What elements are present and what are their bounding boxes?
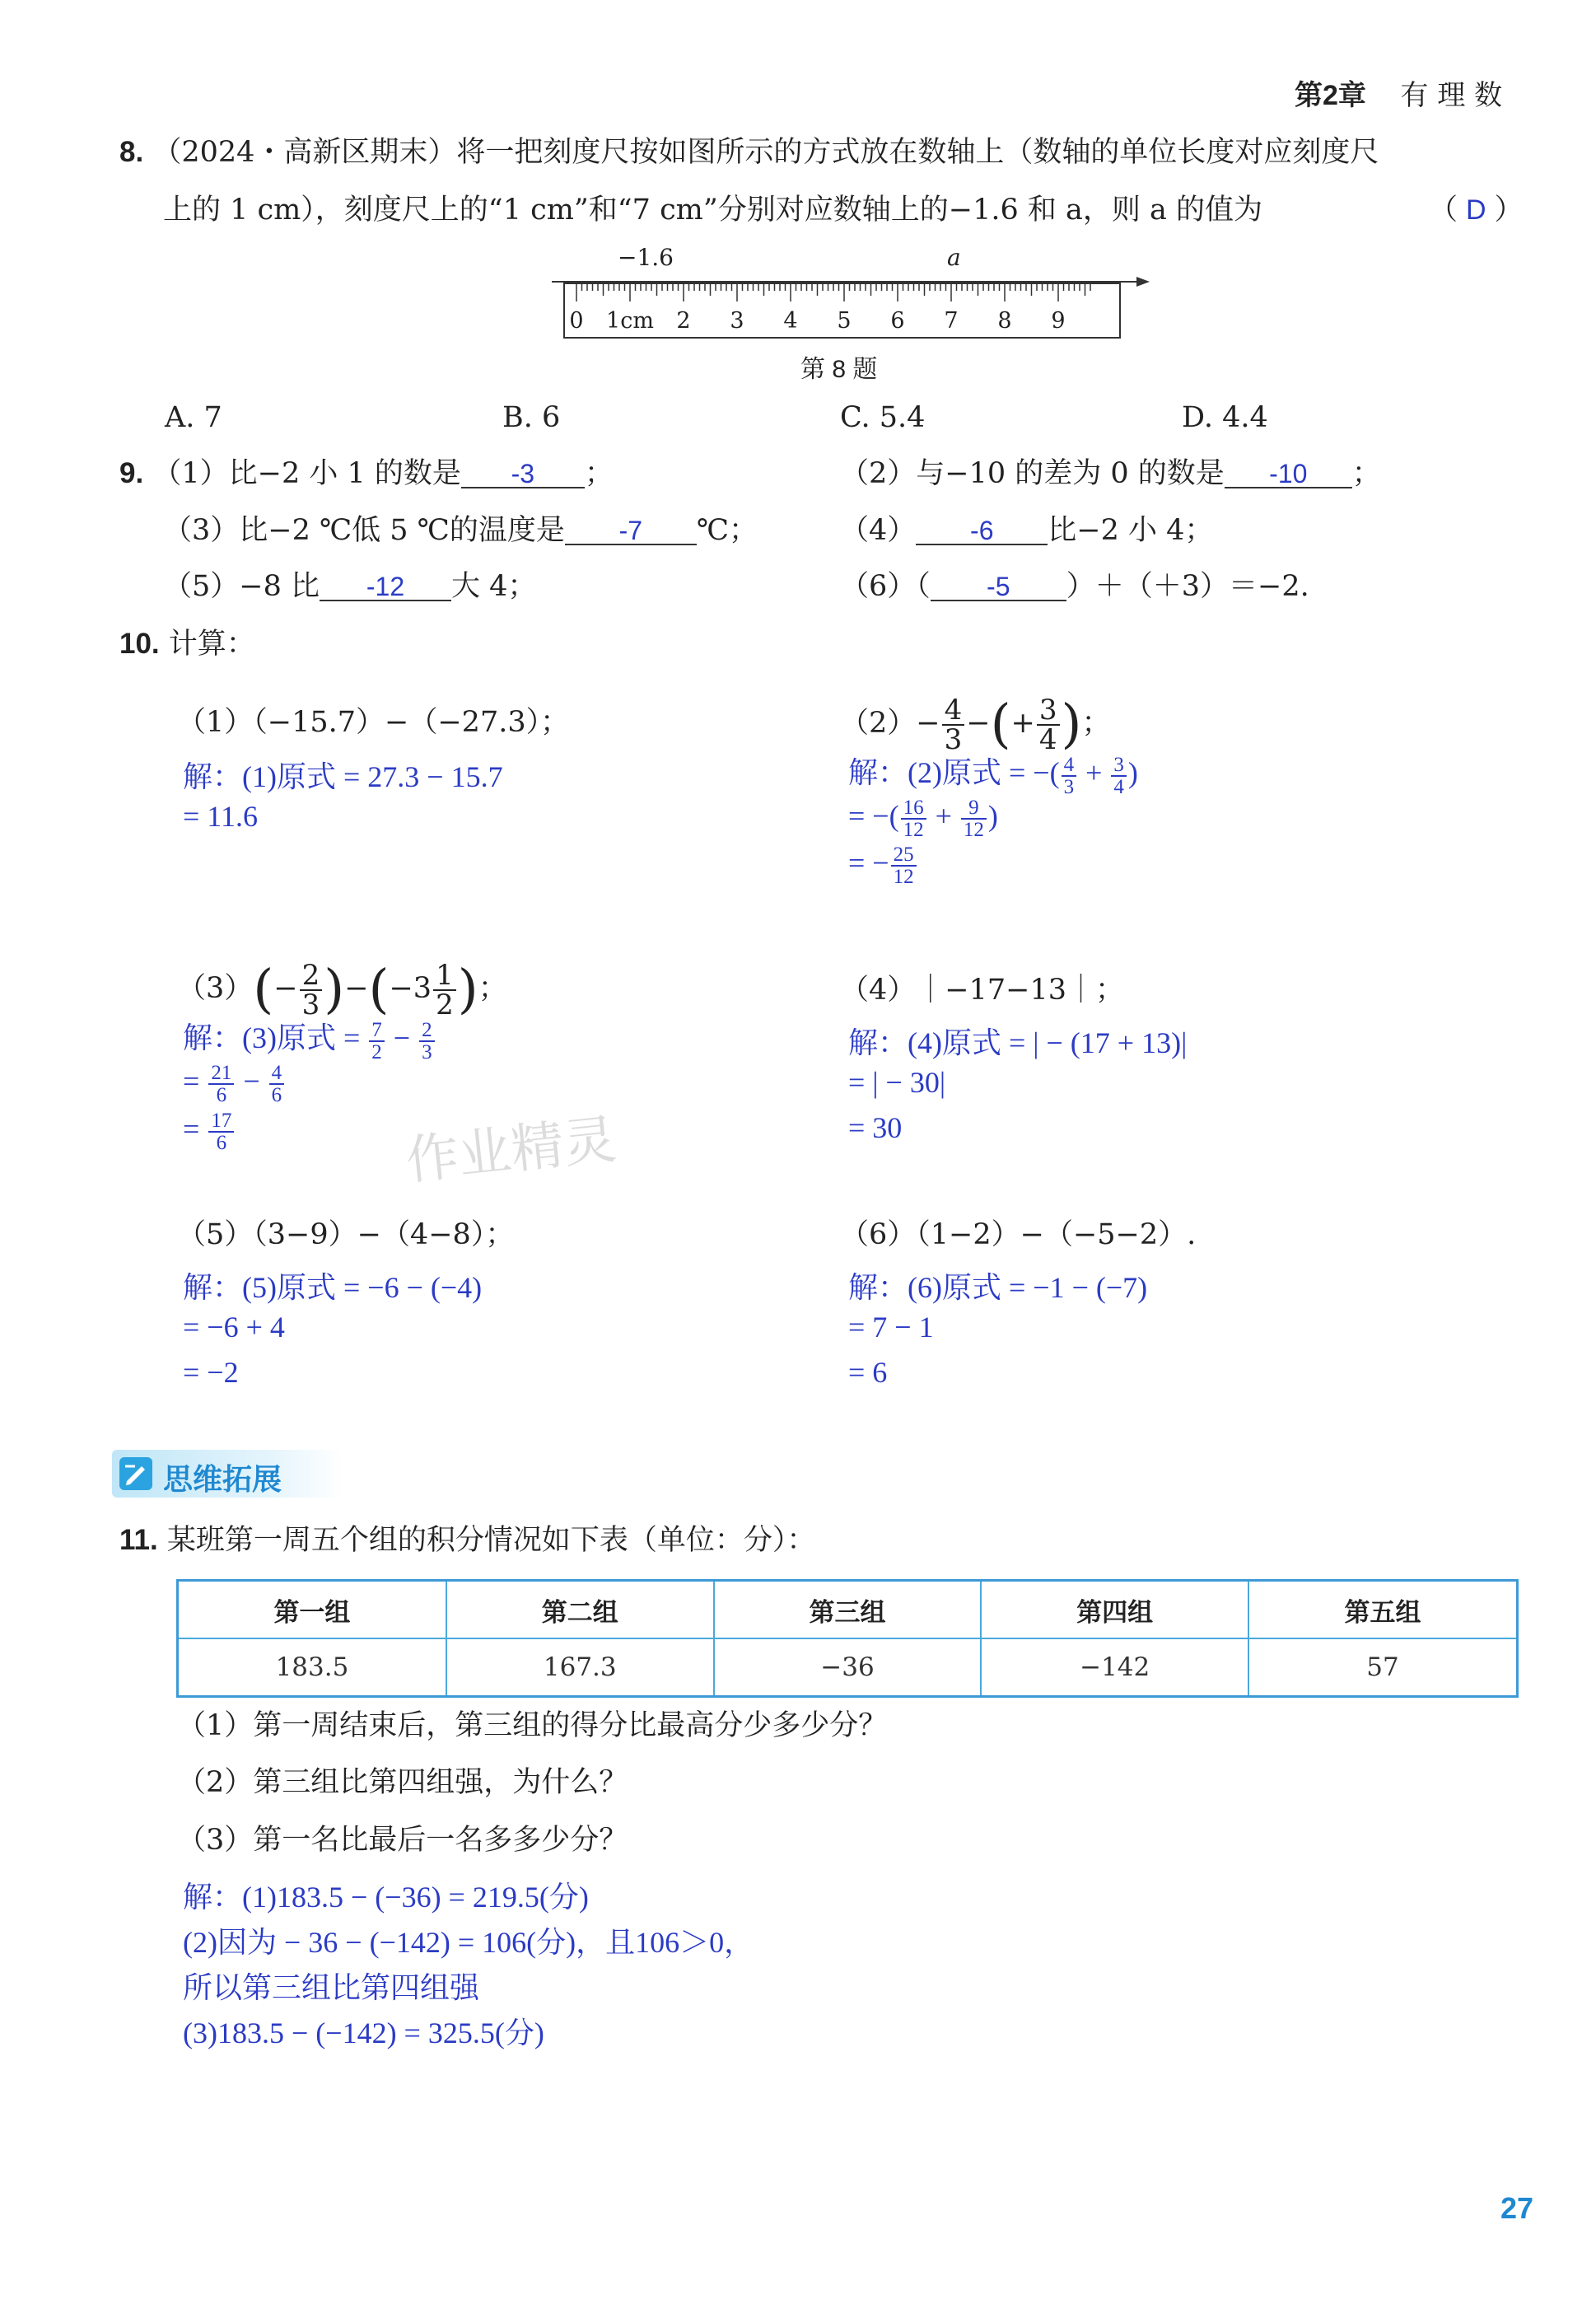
q9-answer-1: -3	[511, 459, 535, 488]
table-header-cell: 第一组	[178, 1581, 446, 1639]
q10-3-problem: （3）(− $\frac{2}{3}$ )−(−3 $\frac{1}{2}$ )；	[177, 958, 507, 1021]
table-cell: 167.3	[446, 1638, 714, 1697]
q10-6-solution-line1: 解：(6)原式 = −1 − (−7)	[848, 1271, 1148, 1304]
q9-answer-2: -10	[1269, 459, 1308, 488]
q10-3-solution-line1: 解：(3)原式 = $\frac{7}{2}$ − $\frac{2}{3}$	[183, 1015, 436, 1063]
section-banner-title: 思维拓展	[163, 1463, 282, 1497]
q10-6-solution-line3: = 6	[848, 1356, 888, 1389]
q10-2-solution-line2: = −( $\frac{16}{12}$ + $\frac{9}{12}$ )	[848, 797, 998, 841]
q10-4-solution-line1: 解：(4)原式 = | − (17 + 13)|	[848, 1026, 1188, 1059]
q11-intro: 11. 某班第一周五个组的积分情况如下表（单位：分）：	[119, 1524, 816, 1557]
q8-answer: （ D ）	[1429, 194, 1524, 227]
q9-part3: （3）比−2 ℃低 5 ℃的温度是 -7 ℃；	[163, 514, 758, 547]
q8-text1: （2024・高新区期末）将一把刻度尺按如图所示的方式放在数轴上（数轴的单位长度对应刻度尺	[152, 136, 1379, 169]
q11-number: 11.	[119, 1524, 158, 1556]
q8-figure-caption: 第 8 题	[800, 356, 878, 383]
q9-answer-3: -7	[618, 516, 643, 545]
table-header-cell: 第二组	[446, 1581, 714, 1639]
chapter-title: 有 理 数	[1400, 79, 1503, 112]
q10-2-problem: （2）− $\frac{4}{3}$ −(+ $\frac{3}{4}$ )；	[840, 693, 1111, 756]
pencil-icon	[117, 1455, 155, 1493]
ruler-tick-label: 0	[569, 308, 584, 334]
q10-4-solution-line3: = 30	[848, 1111, 903, 1144]
q9-answer-4: -6	[970, 516, 994, 545]
q11-sub1: （1）第一周结束后，第三组的得分比最高分少多少分？	[177, 1709, 888, 1742]
q9-part2: （2）与−10 的差为 0 的数是 -10 ；	[840, 457, 1381, 490]
q11-solution-line1: 解：(1)183.5 − (−36) = 219.5(分)	[183, 1881, 589, 1914]
q10-5-problem: （5）（3−9）−（4−8）；	[177, 1218, 515, 1251]
ruler-tick-label: 1cm	[606, 308, 654, 334]
ruler-tick-label: 4	[783, 308, 798, 334]
ruler-labels	[569, 308, 1065, 334]
q10-2-solution-line3: = − $\frac{25}{12}$	[848, 844, 918, 887]
table-cell: −142	[981, 1638, 1248, 1697]
q9-answer-6: -5	[987, 572, 1010, 601]
axis-label-a: a	[947, 244, 961, 271]
table-header-cell: 第五组	[1248, 1581, 1517, 1639]
chapter-header	[1295, 72, 1502, 113]
ruler-tick-label: 5	[837, 308, 852, 334]
table-header-row	[178, 1581, 1518, 1639]
q10-6-problem: （6）（1−2）−（−5−2）.	[840, 1218, 1197, 1251]
ruler-tick-label: 3	[730, 308, 744, 334]
q11-solution-line3: 所以第三组比第四组强	[183, 1971, 480, 2004]
q10-6-solution-line2: = 7 − 1	[848, 1311, 934, 1344]
q8-number: 8.	[119, 136, 144, 168]
q8-line2: 上的 1 cm），刻度尺上的“1 cm”和“7 cm”分别对应数轴上的−1.6 和 a，则 a 的值为	[163, 194, 1262, 227]
watermark: 作业精灵	[403, 1109, 619, 1193]
q9-number: 9.	[119, 457, 144, 489]
q10-4-solution-line2: = | − 30|	[848, 1066, 946, 1099]
q10-2-solution-line1: 解：(2)原式 = −( $\frac{4}{3}$ + $\frac{3}{4}$ )	[848, 753, 1138, 798]
q9-answer-5: -12	[366, 572, 405, 601]
q9-part6: （6）（ -5 ）＋（＋3）＝−2.	[840, 570, 1309, 603]
q10-number: 10.	[119, 628, 160, 660]
q10-5-solution-line3: = −2	[183, 1356, 239, 1389]
page-number: 27	[1500, 2191, 1534, 2225]
table-cell: −36	[714, 1638, 982, 1697]
table-header-cell: 第三组	[714, 1581, 982, 1639]
q10-4-problem: （4）｜−17−13｜；	[840, 974, 1124, 1007]
q8-option-d: D. 4.4	[1182, 401, 1268, 434]
q8-option-c: C. 5.4	[840, 401, 926, 434]
q9-part4: （4） -6 比−2 小 4；	[840, 514, 1214, 547]
q10-5-solution-line1: 解：(5)原式 = −6 − (−4)	[183, 1271, 483, 1304]
table-header-cell: 第四组	[981, 1581, 1248, 1639]
table-cell: 57	[1248, 1638, 1517, 1697]
q10-1-problem: （1）（−15.7）−（−27.3）；	[177, 706, 570, 739]
q10-3-solution-line3: = $\frac{17}{6}$	[183, 1110, 236, 1153]
q8-ruler-figure	[544, 241, 1169, 356]
q8-answer-value: D	[1466, 194, 1486, 226]
q8-option-b: B. 6	[502, 401, 561, 434]
ruler-tick-label: 6	[890, 308, 905, 334]
axis-arrow	[1136, 277, 1150, 287]
table-cell: 183.5	[178, 1638, 446, 1697]
q10-1-solution-line1: 解：(1)原式 = 27.3 − 15.7	[183, 760, 503, 793]
q11-solution-line2: (2)因为 − 36 − (−142) = 106(分)，且106＞0，	[183, 1926, 754, 1959]
q11-sub2: （2）第三组比第四组强，为什么？	[177, 1766, 628, 1799]
q9-part5: （5）−8 比 -12 大 4；	[163, 570, 537, 603]
ruler-ticks	[576, 283, 1090, 301]
q10-3-solution-line2: = $\frac{21}{6}$ − $\frac{4}{6}$	[183, 1063, 286, 1105]
ruler-tick-label: 9	[1051, 308, 1066, 334]
q10-title: 10. 计算：	[119, 628, 255, 661]
chapter-number: 第2章	[1295, 80, 1366, 111]
q11-score-table	[176, 1579, 1519, 1698]
q10-5-solution-line2: = −6 + 4	[183, 1311, 285, 1344]
ruler-tick-label: 8	[997, 308, 1012, 334]
ruler-tick-label: 2	[676, 308, 691, 334]
q8-option-a: A. 7	[165, 401, 222, 434]
q11-sub3: （3）第一名比最后一名多多少分？	[177, 1824, 628, 1857]
q8-line1	[119, 134, 1379, 171]
q11-solution-line4: (3)183.5 − (−142) = 325.5(分)	[183, 2017, 544, 2049]
section-banner	[112, 1450, 343, 1498]
table-row	[178, 1638, 1518, 1697]
ruler-tick-label: 7	[944, 308, 959, 334]
axis-label-minus-1.6: −1.6	[618, 244, 674, 271]
q10-1-solution-line2: = 11.6	[183, 800, 258, 833]
q9-part1: 9. （1）比−2 小 1 的数是 -3 ；	[119, 457, 614, 490]
